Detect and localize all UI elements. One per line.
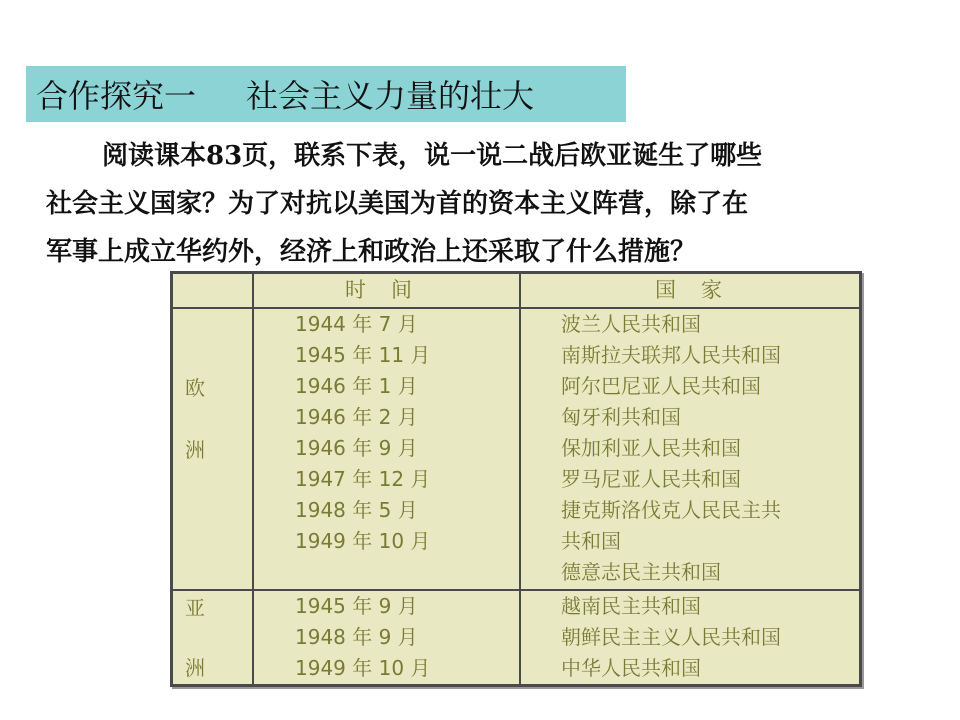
header-country: 国 家 (655, 278, 724, 302)
prompt-line: 阅读课本83页，联系下表，说一说二战后欧亚诞生了哪些 (102, 141, 763, 171)
country-cell: 共和国 (561, 529, 621, 553)
country-cell: 捷克斯洛伐克人民民主共 (561, 498, 781, 522)
reading-prompt (46, 132, 926, 276)
country-cell: 匈牙利共和国 (561, 405, 681, 429)
header-time: 时 间 (345, 278, 414, 302)
country-cell: 阿尔巴尼亚人民共和国 (561, 374, 761, 398)
country-cell: 朝鲜民主主义人民共和国 (561, 625, 781, 649)
section-label: 合作探究一 (36, 77, 197, 115)
region-europe-1: 欧 (185, 376, 205, 400)
country-cell: 罗马尼亚人民共和国 (561, 467, 741, 491)
prompt-line: 社会主义国家？为了对抗以美国为首的资本主义阵营，除了在 (46, 189, 749, 219)
time-cell: 1945 年 9 月 (295, 594, 418, 618)
country-cell: 保加利亚人民共和国 (561, 436, 741, 460)
table-grid-lines (173, 274, 859, 684)
section-topic: 社会主义力量的壮大 (246, 77, 535, 115)
time-cell: 1946 年 9 月 (295, 436, 418, 460)
region-asia-2: 洲 (185, 656, 205, 680)
time-cell: 1945 年 11 月 (295, 343, 431, 367)
time-cell: 1948 年 9 月 (295, 625, 418, 649)
prompt-line: 军事上成立华约外，经济上和政治上还采取了什么措施？ (46, 237, 697, 267)
country-cell: 南斯拉夫联邦人民共和国 (561, 343, 781, 367)
region-asia-1: 亚 (185, 596, 205, 620)
countries-table (170, 271, 862, 687)
country-cell: 越南民主共和国 (561, 594, 701, 618)
country-cell: 德意志民主共和国 (561, 560, 721, 584)
time-cell: 1948 年 5 月 (295, 498, 418, 522)
time-cell: 1946 年 1 月 (295, 374, 418, 398)
region-europe-2: 洲 (185, 438, 205, 462)
country-cell: 中华人民共和国 (561, 656, 701, 680)
time-cell: 1947 年 12 月 (295, 467, 431, 491)
time-cell: 1949 年 10 月 (295, 656, 431, 680)
time-cell: 1949 年 10 月 (295, 529, 431, 553)
time-cell: 1946 年 2 月 (295, 405, 418, 429)
country-cell: 波兰人民共和国 (561, 312, 701, 336)
time-cell: 1944 年 7 月 (295, 312, 418, 336)
section-title-bar (26, 66, 626, 122)
